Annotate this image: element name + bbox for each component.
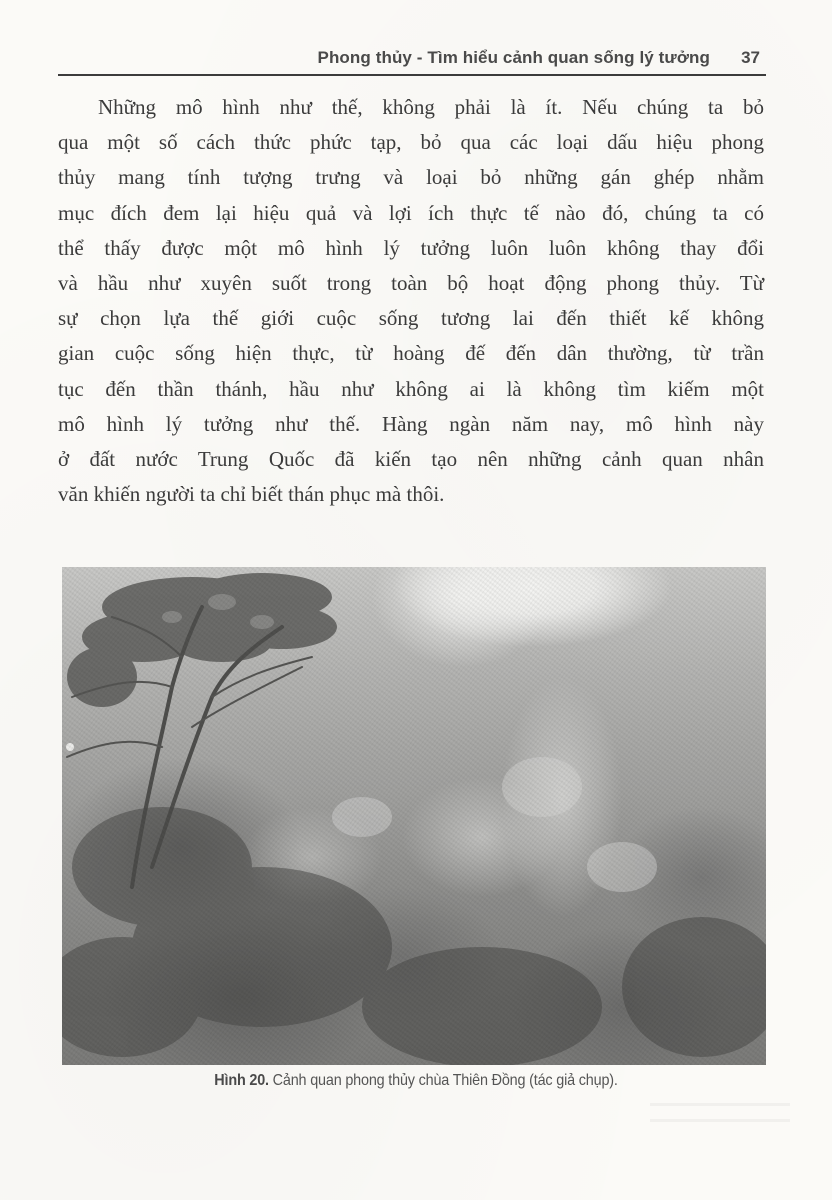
header-divider: [58, 74, 766, 76]
paragraph-line: qua một số cách thức phức tạp, bỏ qua các loại dấu hiệu phong: [58, 130, 764, 155]
running-header: [58, 46, 766, 76]
figure-caption-label: Hình 20.: [214, 1072, 269, 1089]
paragraph-line: thể thấy được một mô hình lý tưởng luôn luôn không thay đổi: [58, 235, 764, 260]
body-paragraph: [58, 90, 764, 512]
figure-caption: [42, 1072, 791, 1090]
paragraph-line: và hầu như xuyên suốt trong toàn bộ hoạt động phong thủy. Từ: [58, 270, 764, 295]
figure-caption-text: Cảnh quan phong thủy chùa Thiên Đồng (tác giả chụp).: [268, 1072, 618, 1089]
paragraph-line: ở đất nước Trung Quốc đã kiến tạo nên những cảnh quan nhân: [58, 446, 764, 471]
paragraph-line: gian cuộc sống hiện thực, từ hoàng đế đến dân thường, từ trần: [58, 341, 764, 366]
paragraph-line: mô hình lý tưởng như thế. Hàng ngàn năm nay, mô hình này: [58, 411, 764, 436]
figure-photo: [62, 567, 766, 1065]
paragraph-line: thủy mang tính tượng trưng và loại bỏ những gán ghép nhằm: [58, 165, 764, 190]
bleed-through-text: [650, 1095, 790, 1135]
running-header-title: Phong thủy - Tìm hiểu cảnh quan sống lý tưởng: [317, 48, 710, 67]
paragraph-line: sự chọn lựa thế giới cuộc sống tương lai đến thiết kế không: [58, 306, 764, 331]
photo-grain: [62, 567, 766, 1065]
paragraph-line: văn khiến người ta chỉ biết thán phục mà thôi.: [58, 482, 445, 507]
paragraph-line: mục đích đem lại hiệu quả và lợi ích thực tế nào đó, chúng ta có: [58, 200, 764, 225]
page-number: 37: [741, 48, 760, 67]
paragraph-line: tục đến thần thánh, hầu như không ai là không tìm kiếm một: [58, 376, 764, 401]
paragraph-line: Những mô hình như thế, không phải là ít. Nếu chúng ta bỏ: [98, 95, 764, 119]
